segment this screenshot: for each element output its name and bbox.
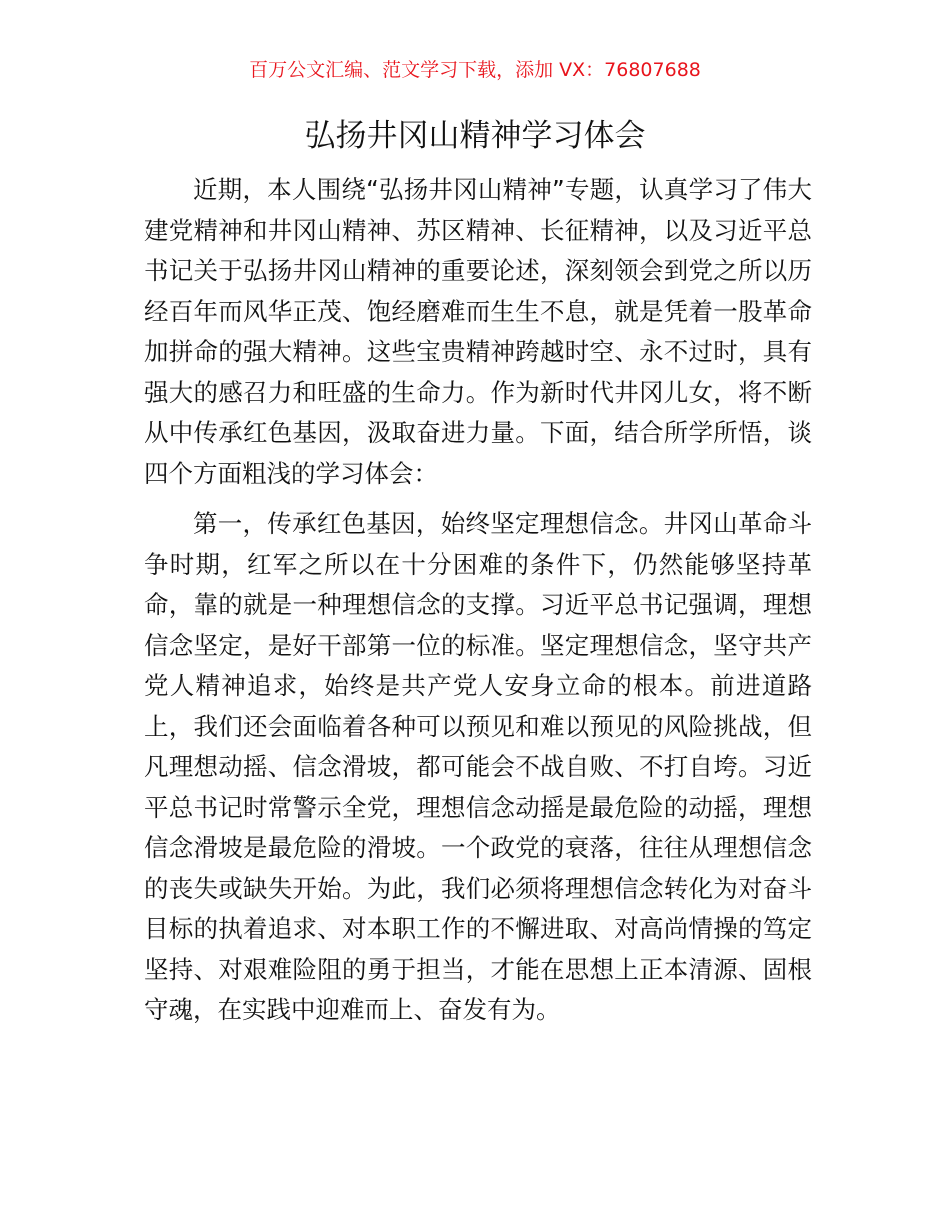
document-body bbox=[144, 170, 812, 1031]
paragraph-intro: 近期，本人围绕“弘扬井冈山精神”专题，认真学习了伟大建党精神和井冈山精神、苏区精神、长征精神，以及习近平总书记关于弘扬井冈山精神的重要论述，深刻领会到党之所以历经百年而风华正茂、饱经磨难而生生不息，就是凭着一股革命加拼命的强大精神。这些宝贵精神跨越时空、永不过时，具有强大的感召力和旺盛的生命力。作为新时代井冈儿女，将不断从中传承红色基因，汲取奋进力量。下面，结合所学所悟，谈四个方面粗浅的学习体会： bbox=[144, 175, 812, 488]
paragraph-first-point: 第一，传承红色基因，始终坚定理想信念。井冈山革命斗争时期，红军之所以在十分困难的条件下，仍然能够坚持革命，靠的就是一种理想信念的支撑。习近平总书记强调，理想信念坚定，是好干部第一位的标准。坚定理想信念，坚守共产党人精神追求，始终是共产党人安身立命的根本。前进道路上，我们还会面临着各种可以预见和难以预见的风险挑战，但凡理想动摇、信念滑坡，都可能会不战自败、不打自垮。习近平总书记时常警示全党，理想信念动摇是最危险的动摇，理想信念滑坡是最危险的滑坡。一个政党的衰落，往往从理想信念的丧失或缺失开始。为此，我们必须将理想信念转化为对奋斗目标的执着追求、对本职工作的不懈进取、对高尚情操的笃定坚持、对艰难险阻的勇于担当，才能在思想上正本清源、固根守魂，在实践中迎难而上、奋发有为。 bbox=[144, 509, 812, 1024]
watermark-header: 百万公文汇编、范文学习下载，添加 VX：76807688 bbox=[249, 59, 701, 81]
document-title: 弘扬井冈山精神学习体会 bbox=[304, 118, 646, 154]
